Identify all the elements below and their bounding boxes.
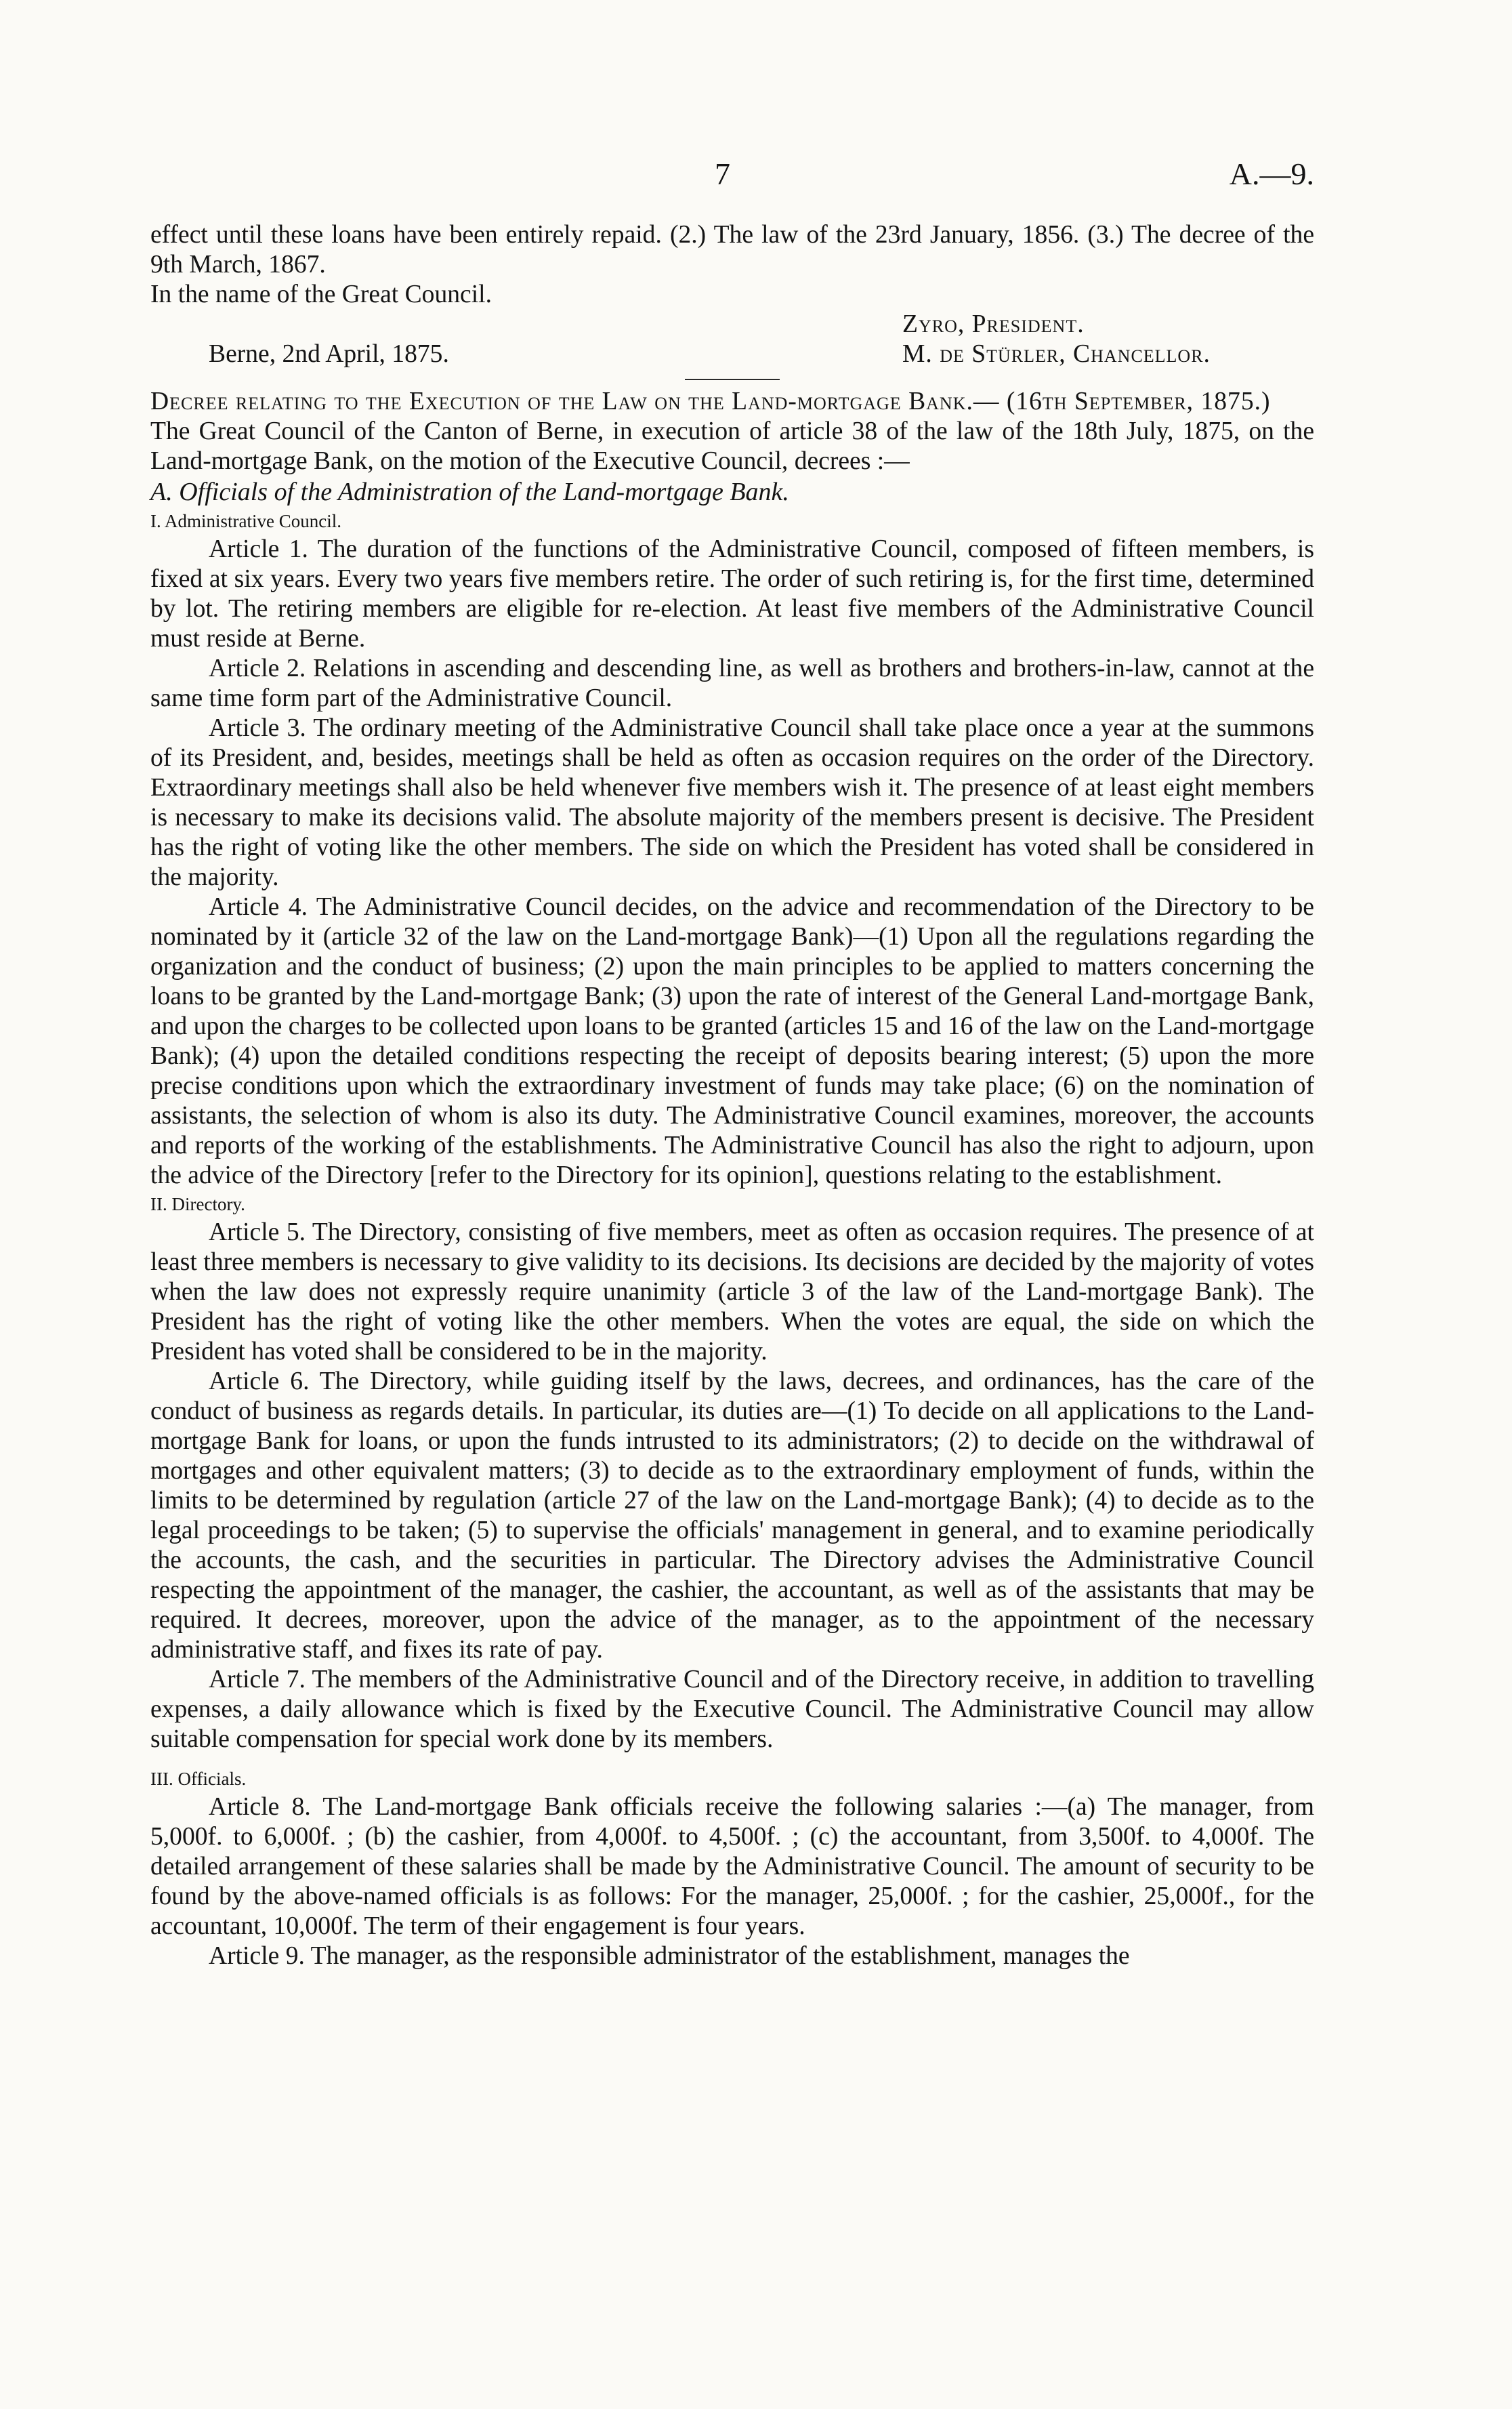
previous-law-ending: effect until these loans have been entirely repaid. (2.) The law of the 23rd January, 1856. (3.) The decree of the 9th March, 1867. [150,221,1314,279]
article-3: Article 3. The ordinary meeting of the Administrative Council shall take place once a year at the summons of its President, and, besides, meetings shall be held as often as occasion requires on the order of the Directory. Extraordinary meetings shall also be held whenever five members wish it. The presence of at least eight members is necessary to make its decisions valid. The absolute majority of the members present is decisive. The President has the right of voting like the other members. The side on which the President has voted shall be considered in the majority. [150,714,1314,891]
president-line [150,310,1314,339]
heading-officials: III. Officials. [150,1769,247,1789]
article-7: Article 7. The members of the Administrative Council and of the Directory receive, in addition to travelling expenses, a daily allowance which is fixed by the Executive Council. The Administrative Council may allow suitable compensation for special work done by its members. [150,1666,1314,1753]
heading-administrative-council: I. Administrative Council. [150,511,341,531]
council-signature-line: In the name of the Great Council. [150,281,492,308]
article-8: Article 8. The Land-mortgage Bank officials receive the following salaries :—(a) The manager, from 5,000f. to 6,000f. ; (b) the cashier, from 4,000f. to 4,500f. ; (c) the accountant, from 3,500f. to 4,000f. The detailed arrangement of these salaries shall be made by the Administrative Council. The amount of security to be found by the above-named officials is as follows: For the manager, 25,000f. ; for the cashier, 25,000f., for the accountant, 10,000f. The term of their engagement is four years. [150,1793,1314,1940]
section-a-heading: A. Officials of the Administration of the Land-mortgage Bank. [150,478,789,506]
article-4: Article 4. The Administrative Council decides, on the advice and recommendation of the Directory to be nominated by it (article 32 of the law on the Land-mortgage Bank)—(1) Upon all the regulations regarding the organization and the conduct of business; (2) upon the main principles to be applied to matters concerning the loans to be granted by the Land-mortgage Bank; (3) upon the rate of interest of the General Land-mortgage Bank, and upon the charges to be collected upon loans to be granted (articles 15 and 16 of the law on the Land-mortgage Bank); (4) upon the detailed conditions respecting the receipt of deposits bearing interest; (5) upon the more precise conditions upon which the extraordinary investment of funds may take place; (6) on the nomination of assistants, the selection of whom is also its duty. The Administrative Council examines, moreover, the accounts and reports of the working of the establishments. The Administrative Council has also the right to adjourn, upon the advice of the Directory [refer to the Directory for its opinion], questions relating to the establishment. [150,893,1314,1189]
date-and-chancellor-line [150,339,1314,369]
article-5: Article 5. The Directory, consisting of five members, meet as often as occasion requires. The presence of at least three members is necessary to give validity to its decisions. Its decisions are decided by the majority of votes when the law does not expressly require unanimity (article 3 of the law of the Land-mortgage Bank). The President has the right of voting like the other members. When the votes are equal, the side on which the President has voted shall be considered to be in the majority. [150,1218,1314,1365]
page-number: 7 [715,157,730,191]
article-2: Article 2. Relations in ascending and descending line, as well as brothers and brothers-in-law, cannot at the same time form part of the Administrative Council. [150,655,1314,712]
section-divider [685,379,780,380]
decree-preamble: The Great Council of the Canton of Berne, in execution of article 38 of the law of the 18th July, 1875, on the Land-mortgage Bank, on the motion of the Executive Council, decrees :— [150,417,1314,475]
document-reference: A.—9. [1229,157,1314,191]
chancellor-signature: M. de Stürler, Chancellor. [902,340,1211,368]
heading-directory: II. Directory. [150,1194,245,1214]
article-1: Article 1. The duration of the functions of the Administrative Council, composed of fifteen members, is fixed at six years. Every two years five members retire. The order of such retiring is, for the first time, determined by lot. The retiring members are eligible for re-election. At least five members of the Administrative Council must reside at Berne. [150,535,1314,653]
enactment-date: Berne, 2nd April, 1875. [209,340,449,368]
president-signature: Zyro, President. [902,310,1085,338]
article-6: Article 6. The Directory, while guiding itself by the laws, decrees, and ordinances, has the care of the conduct of business as regards details. In particular, its duties are—(1) To decide on all applications to the Land-mortgage Bank for loans, or upon the funds intrusted to its administrators; (2) to decide on the withdrawal of mortgages and other equivalent matters; (3) to decide as to the extraordinary employment of funds, within the limits to be determined by regulation (article 27 of the law on the Land-mortgage Bank); (4) to decide as to the legal proceedings to be taken; (5) to supervise the officials' management in general, and to examine periodically the accounts, the cash, and the securities in particular. The Directory advises the Administrative Council respecting the appointment of the manager, the cashier, the accountant, as well as of the assistants that may be required. It decrees, moreover, upon the advice of the manager, as to the appointment of the necessary administrative staff, and fixes its rate of pay. [150,1367,1314,1664]
article-9: Article 9. The manager, as the responsible administrator of the establishment, manages the [209,1942,1130,1970]
decree-title: Decree relating to the Execution of the Law on the Land-mortgage Bank.— (16th September, 1875.) [150,388,1271,415]
page-body [150,220,1314,1971]
page-header [150,156,1314,203]
spacer [150,1754,1314,1765]
